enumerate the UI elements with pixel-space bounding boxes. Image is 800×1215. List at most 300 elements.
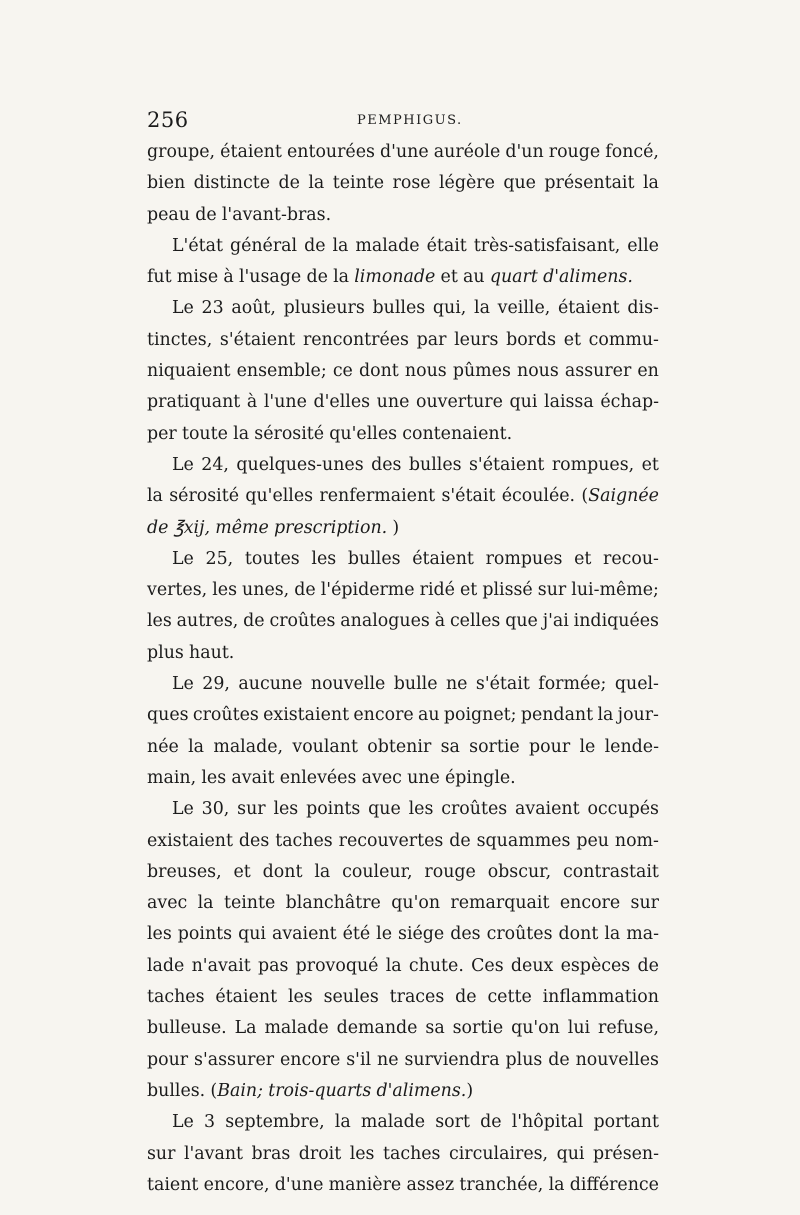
word: (Saignée (581, 486, 659, 507)
text-line (147, 356, 659, 387)
word: ce (332, 361, 353, 382)
word: ques (147, 705, 189, 726)
word: rouge (424, 861, 476, 882)
word: de (278, 173, 300, 194)
word: jour- (617, 705, 659, 726)
word: espèces (560, 955, 631, 976)
word: foncé, (605, 142, 659, 162)
word: unes, (242, 580, 290, 601)
word: poignet; (443, 705, 517, 726)
word: rompues, (551, 454, 635, 475)
word: les (311, 548, 337, 569)
word: ouverture (415, 392, 503, 413)
word: de (243, 611, 265, 632)
word: renfermaient (319, 486, 436, 507)
word: existaient (147, 830, 233, 851)
word: avait (231, 767, 275, 788)
word: plusieurs (283, 298, 365, 319)
word: Le (172, 454, 194, 475)
word: la (385, 955, 402, 976)
running-title: PEMPHIGUS. (357, 113, 463, 128)
word: obtenir (367, 736, 432, 757)
word: qu'on (511, 1018, 560, 1039)
word: fut (147, 267, 172, 288)
word: sa (440, 736, 460, 757)
word: La (234, 1018, 257, 1039)
text-line (147, 732, 659, 763)
text-line (147, 763, 659, 794)
word: bulles (372, 298, 426, 319)
word: existaient (263, 705, 350, 726)
word: les (147, 611, 172, 632)
word: qu'on (391, 893, 441, 914)
word: sur (537, 580, 567, 601)
word: ensemble; (236, 361, 327, 382)
word: malade (360, 1112, 426, 1133)
word: d'une (380, 142, 429, 162)
word: formée; (538, 674, 607, 695)
word: d'une (274, 1174, 324, 1195)
word: pas (257, 955, 289, 976)
word: (Bain; (210, 1080, 263, 1101)
word: échap- (600, 392, 659, 413)
word: malade (264, 1018, 329, 1039)
word: analogues (340, 611, 430, 632)
word: s'il (346, 1049, 372, 1070)
word: sur (237, 799, 266, 820)
word: de (455, 987, 477, 1008)
word: bien (147, 173, 186, 194)
word: encore (280, 1049, 341, 1070)
word: la (332, 235, 349, 256)
word: 3 (204, 1112, 216, 1133)
word: avec (147, 893, 188, 914)
word: ne (445, 674, 468, 695)
word: siége (398, 924, 445, 945)
word: la (197, 893, 214, 914)
word: ℥xij, (173, 517, 210, 538)
word: étaient (412, 548, 474, 569)
word: ) (392, 517, 400, 538)
word: la (147, 486, 163, 507)
word: d'elles (313, 392, 371, 413)
word: écoulée. (501, 486, 576, 507)
word: haut. (189, 642, 235, 663)
word: plissé (482, 580, 533, 601)
word: que (368, 799, 401, 820)
word: la (474, 298, 490, 319)
word: les (408, 799, 434, 820)
word: L'état (172, 235, 223, 256)
word: malade (355, 235, 420, 256)
text-line (147, 481, 659, 512)
word: qu'elles (245, 486, 314, 507)
word: pour (147, 1049, 189, 1070)
word: pratiquant (147, 392, 241, 413)
word: bulles. (147, 1080, 206, 1101)
word: taches (382, 1143, 441, 1164)
word: s'étaient (219, 329, 296, 350)
word: rompues (485, 548, 563, 569)
word: sérosité (169, 486, 240, 507)
word: avec (361, 767, 402, 788)
text-line (147, 919, 659, 950)
word: les (201, 767, 227, 788)
word: général (229, 235, 298, 256)
word: d'alimens. (543, 267, 633, 288)
word: qui, (432, 298, 467, 319)
text-line (147, 700, 659, 731)
word: Le (172, 548, 194, 569)
word: taches (275, 830, 333, 851)
word: de (548, 1049, 570, 1070)
word: voulant (292, 736, 358, 757)
word: recouvertes (338, 830, 444, 851)
text-line (147, 1076, 659, 1107)
word: rouge (548, 142, 601, 162)
word: auréole (433, 142, 501, 162)
word: distincte (193, 173, 271, 194)
text-line (147, 888, 659, 919)
word: provoqué (295, 955, 379, 976)
word: contenaient. (402, 423, 513, 444)
word: ridé (419, 580, 455, 601)
word: tranchée, (459, 1174, 544, 1195)
word: peau (147, 204, 190, 225)
body-text (147, 137, 659, 1201)
word: présen- (592, 1143, 659, 1164)
word: bulles (347, 548, 401, 569)
word: une (407, 767, 440, 788)
word: toute (181, 423, 228, 444)
word: des (371, 454, 402, 475)
word: et (641, 454, 659, 475)
word: laissa (544, 392, 594, 413)
word: en (637, 361, 659, 382)
word: per (147, 423, 177, 444)
word: dont (262, 861, 303, 882)
word: elle (627, 235, 659, 256)
word: surviendra (404, 1049, 500, 1070)
word: seules (323, 987, 379, 1008)
text-line (147, 575, 659, 606)
word: qui (238, 924, 266, 945)
text-line (147, 419, 659, 450)
text-line (147, 200, 659, 231)
word: trois-quarts (268, 1080, 372, 1101)
word: la (642, 173, 659, 194)
word: refuse, (598, 1018, 659, 1039)
word: l'avant-bras. (221, 204, 332, 225)
word: circulaires, (448, 1143, 549, 1164)
word: à (246, 392, 258, 413)
word: et (233, 861, 251, 882)
text-line (147, 1170, 659, 1201)
word: lade (147, 955, 185, 976)
word: s'était (475, 674, 530, 695)
word: présentait (544, 173, 635, 194)
word: la (604, 924, 621, 945)
word: nom- (614, 830, 659, 851)
word: rencontrées (302, 329, 409, 350)
word: niquaient (147, 361, 231, 382)
word: au (463, 267, 485, 288)
word: l'une (263, 392, 307, 413)
word: couleur, (342, 861, 413, 882)
word: était (426, 235, 467, 256)
word: encore, (203, 1174, 270, 1195)
word: contrastait (562, 861, 659, 882)
word: peu (576, 830, 609, 851)
word: assez (406, 1174, 455, 1195)
word: Le (172, 298, 194, 319)
word: sérosité (254, 423, 325, 444)
word: droit (298, 1143, 342, 1164)
word: Le (172, 799, 194, 820)
word: occupés (587, 799, 659, 820)
word: blanchâtre (285, 893, 381, 914)
word: d'alimens.) (376, 1080, 474, 1101)
word: été (342, 924, 371, 945)
word: croûtes (441, 799, 508, 820)
word: pour (529, 736, 571, 757)
word: 24, (201, 454, 229, 475)
word: indiquées (573, 611, 659, 632)
word: lende- (604, 736, 659, 757)
word: l'épiderme (320, 580, 415, 601)
word: la (597, 705, 614, 726)
word: bras (251, 1143, 291, 1164)
word: leurs (454, 329, 499, 350)
word: qui (556, 1143, 585, 1164)
word: étaient (220, 142, 282, 162)
word: qu'elles (329, 423, 398, 444)
word: avaient (271, 924, 337, 945)
text-line (147, 293, 659, 324)
word: portant (593, 1112, 659, 1133)
text-line (147, 168, 659, 199)
word: et (574, 548, 592, 569)
page-number: 256 (147, 108, 189, 132)
word: le (579, 736, 596, 757)
word: commu- (588, 329, 659, 350)
word: recou- (603, 548, 659, 569)
word: bords (506, 329, 557, 350)
word: taches (147, 987, 205, 1008)
word: à (223, 267, 234, 288)
word: pûmes (452, 361, 511, 382)
word: septembre, (225, 1112, 325, 1133)
word: Le (172, 1112, 194, 1133)
text-line (147, 1139, 659, 1170)
word: la (308, 173, 325, 194)
text-line (147, 325, 659, 356)
word: sur (630, 893, 659, 914)
word: d'un (505, 142, 544, 162)
word: aucune (238, 674, 303, 695)
word: pendant (520, 705, 594, 726)
text-line (147, 1107, 659, 1138)
word: 25, (205, 548, 234, 569)
word: deux (510, 955, 554, 976)
page-header (147, 108, 657, 134)
word: au (418, 705, 440, 726)
word: croûtes (486, 924, 553, 945)
word: enlevées (279, 767, 357, 788)
word: dont (558, 924, 599, 945)
word: 29, (202, 674, 230, 695)
word: Le (172, 674, 194, 695)
word: s'assurer (194, 1049, 275, 1070)
word: avaient (515, 799, 580, 820)
word: croûtes (269, 611, 336, 632)
word: toutes (244, 548, 300, 569)
word: obscur, (487, 861, 552, 882)
word: une (376, 392, 410, 413)
word: veille, (497, 298, 551, 319)
word: août, (231, 298, 276, 319)
text-line (147, 951, 659, 982)
word: remarquait (450, 893, 550, 914)
word: les (349, 1143, 375, 1164)
word: la (334, 1112, 351, 1133)
word: nouvelle (310, 674, 386, 695)
text-line (147, 638, 659, 669)
word: n'avait (191, 955, 251, 976)
word: sortie (469, 736, 520, 757)
word: points (306, 799, 361, 820)
word: qui (509, 392, 538, 413)
text-line (147, 606, 659, 637)
word: même (215, 517, 269, 538)
word: les (273, 799, 299, 820)
word: l'hôpital (511, 1112, 584, 1133)
word: cette (487, 987, 532, 1008)
word: la (188, 736, 205, 757)
word: sa (425, 1018, 445, 1039)
word: 30, (201, 799, 230, 820)
word: sur (147, 1143, 176, 1164)
word: ma- (626, 924, 659, 945)
word: des (450, 924, 481, 945)
word: à (434, 611, 446, 632)
word: taient (147, 1174, 199, 1195)
word: nouvelles (575, 1049, 659, 1070)
word: 23 (201, 298, 224, 319)
word: et (460, 580, 478, 601)
word: les (147, 924, 172, 945)
word: l'avant (183, 1143, 244, 1164)
text-line (147, 982, 659, 1013)
word: s'était (441, 486, 496, 507)
word: la (333, 267, 350, 288)
word: demande (336, 1018, 418, 1039)
word: légère (439, 173, 495, 194)
word: très-satisfaisant, (473, 235, 621, 256)
word: entourées (286, 142, 375, 162)
word: de (480, 1112, 502, 1133)
word: encore (353, 705, 414, 726)
word: points (177, 924, 233, 945)
word: traces (389, 987, 445, 1008)
word: différence (569, 1174, 659, 1195)
word: plus (147, 642, 184, 663)
text-line (147, 544, 659, 575)
word: quelques-unes (236, 454, 364, 475)
word: et (440, 267, 458, 288)
word: de (637, 955, 659, 976)
word: dis- (627, 298, 659, 319)
word: et (563, 329, 581, 350)
text-line (147, 513, 659, 544)
word: groupe, (147, 142, 216, 162)
word: encore (559, 893, 621, 914)
word: plus (505, 1049, 543, 1070)
text-line (147, 387, 659, 418)
word: manière (328, 1174, 402, 1195)
word: assurer (564, 361, 632, 382)
word: la (548, 1174, 565, 1195)
text-line (147, 1013, 659, 1044)
word: épingle. (445, 767, 516, 788)
word: vertes, (147, 580, 208, 601)
word: sortie (452, 1018, 504, 1039)
word: de (195, 204, 217, 225)
text-line (147, 826, 659, 857)
word: croûtes (192, 705, 259, 726)
word: quart (489, 267, 538, 288)
word: étaient (557, 298, 620, 319)
word: nous (404, 361, 447, 382)
word: de (294, 580, 316, 601)
word: nous (517, 361, 559, 382)
word: bulleuse. (147, 1018, 227, 1039)
word: prescription. (274, 517, 388, 538)
text-line (147, 231, 659, 262)
word: étaient (215, 987, 278, 1008)
text-line (147, 450, 659, 481)
word: les (287, 987, 313, 1008)
text-line (147, 137, 659, 168)
word: malade, (213, 736, 284, 757)
word: de (304, 235, 326, 256)
word: de (147, 517, 169, 538)
word: squammes (476, 830, 571, 851)
word: quel- (614, 674, 659, 695)
word: main, (147, 767, 197, 788)
word: inflammation (542, 987, 659, 1008)
word: s'étaient (468, 454, 545, 475)
word: les (212, 580, 237, 601)
word: j'ai (542, 611, 569, 632)
word: chute. (408, 955, 464, 976)
word: l'usage (238, 267, 302, 288)
word: la (314, 861, 331, 882)
word: autres, (176, 611, 239, 632)
word: de (449, 830, 471, 851)
word: que (505, 611, 538, 632)
word: de (306, 267, 328, 288)
word: la (233, 423, 250, 444)
word: des (238, 830, 270, 851)
word: le (376, 924, 393, 945)
word: née (147, 736, 179, 757)
text-line (147, 669, 659, 700)
word: breuses, (147, 861, 222, 882)
word: limonade (354, 267, 436, 288)
word: Ces (471, 955, 504, 976)
text-line (147, 857, 659, 888)
